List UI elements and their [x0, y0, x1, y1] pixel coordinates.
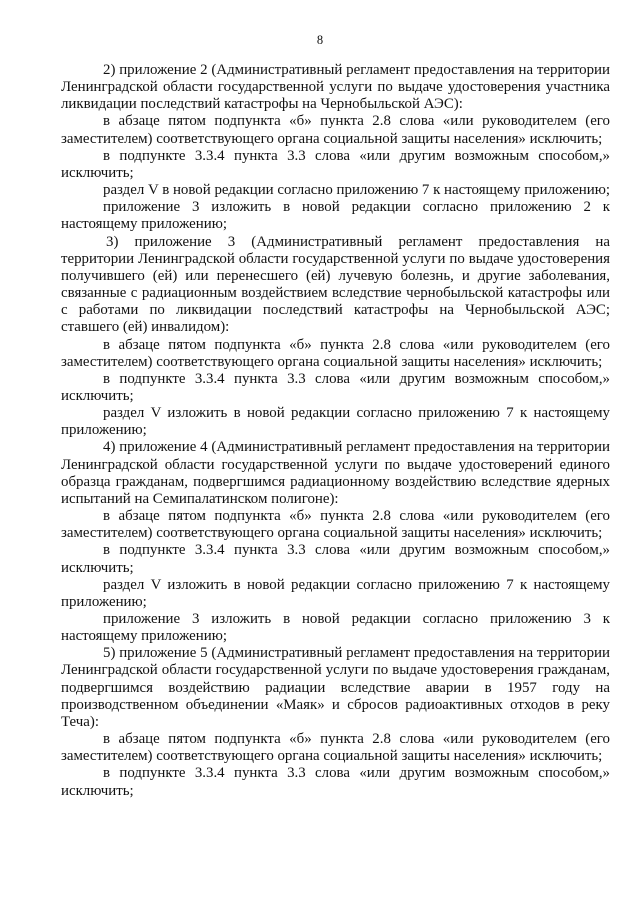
paragraph-amend-section-v: раздел V изложить в новой редакции согласно приложению 7 к настоящему приложению;: [61, 576, 610, 610]
paragraph-item-5: 5) приложение 5 (Административный регламент предоставления на территории Ленинградской области государственной услуги по выдаче удостоверения гражданам, подвергшимся воздействию радиации вследствие аварии в 1957 году на производственном объединении «Маяк» и сбросов радиоактивных отходов в реку Теча):: [61, 645, 610, 730]
paragraph-amend-abzac: в абзаце пятом подпункта «б» пункта 2.8 слова «или руководителем (его заместителем) соответствующего органа социальной защиты населения» исключить;: [61, 113, 610, 147]
paragraph-item-2: 2) приложение 2 (Административный регламент предоставления на территории Ленинградской области государственной услуги по выдаче удостоверения участника ликвидации последствий катастрофы на Чернобыльской АЭС):: [61, 62, 610, 113]
paragraph-item-4: 4) приложение 4 (Административный регламент предоставления на территории Ленинградской области государственной услуги по выдаче удостоверений единого образца гражданам, подвергшимся радиационному воздействию вследствие ядерных испытаний на Семипалатинском полигоне):: [61, 439, 610, 507]
paragraph-item-3: 3) приложение 3 (Административный регламент предоставления на территории Ленинградской области государственной услуги по выдаче удостоверения получившего (ей) или перенесшего (ей) лучевую болезнь, и другие заболевания, связанные с радиационным воздействием вследствие чернобыльской катастрофы или с работами по ликвидации последствий катастрофы на Чернобыльской АЭС; ставшего (ей) инвалидом):: [61, 233, 610, 336]
paragraph-amend-abzac: в абзаце пятом подпункта «б» пункта 2.8 слова «или руководителем (его заместителем) соответствующего органа социальной защиты населения» исключить;: [61, 731, 610, 765]
paragraph-amend-appendix: приложение 3 изложить в новой редакции согласно приложению 3 к настоящему приложению;: [61, 611, 610, 645]
paragraph-amend-subpoint: в подпункте 3.3.4 пункта 3.3 слова «или другим возможным способом,» исключить;: [61, 370, 610, 404]
paragraph-amend-abzac: в абзаце пятом подпункта «б» пункта 2.8 слова «или руководителем (его заместителем) соответствующего органа социальной защиты населения» исключить;: [61, 336, 610, 370]
paragraph-amend-subpoint: в подпункте 3.3.4 пункта 3.3 слова «или другим возможным способом,» исключить;: [61, 542, 610, 576]
page-number: 8: [316, 33, 324, 47]
paragraph-amend-section-v: раздел V в новой редакции согласно приложению 7 к настоящему приложению;: [103, 182, 611, 199]
paragraph-amend-subpoint: в подпункте 3.3.4 пункта 3.3 слова «или другим возможным способом,» исключить;: [61, 765, 610, 799]
paragraph-amend-subpoint: в подпункте 3.3.4 пункта 3.3 слова «или другим возможным способом,» исключить;: [61, 147, 610, 181]
document-body: [61, 62, 610, 800]
paragraph-amend-abzac: в абзаце пятом подпункта «б» пункта 2.8 слова «или руководителем (его заместителем) соответствующего органа социальной защиты населения» исключить;: [61, 508, 610, 542]
paragraph-amend-section-v: раздел V изложить в новой редакции согласно приложению 7 к настоящему приложению;: [61, 405, 610, 439]
paragraph-amend-appendix: приложение 3 изложить в новой редакции согласно приложению 2 к настоящему приложению;: [61, 199, 610, 233]
